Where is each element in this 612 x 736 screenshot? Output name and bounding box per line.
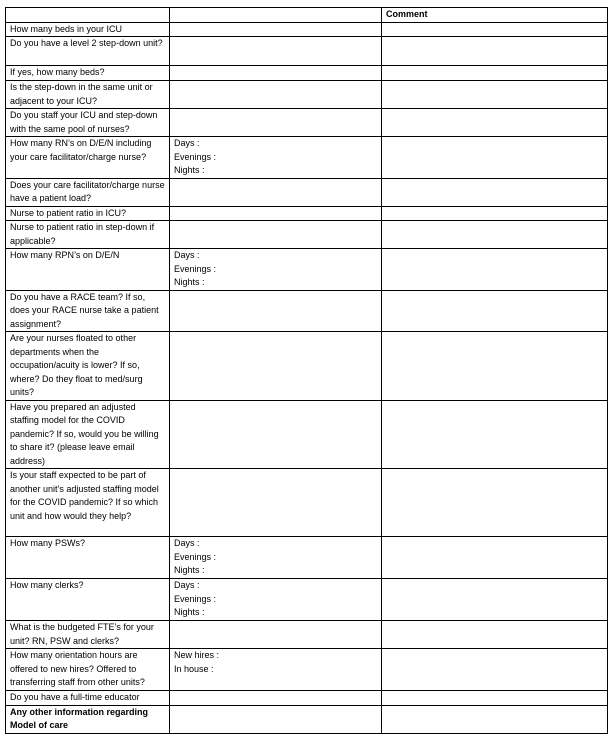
comment-cell[interactable] [382, 579, 608, 621]
comment-cell[interactable] [382, 37, 608, 66]
answer-cell[interactable] [170, 221, 382, 249]
table-row [6, 332, 608, 401]
question-cell: How many PSWs? [6, 537, 170, 579]
table-row [6, 221, 608, 249]
answer-cell[interactable] [170, 37, 382, 66]
table-row [6, 469, 608, 537]
answer-label: Nights : [174, 607, 205, 617]
comment-cell[interactable] [382, 81, 608, 109]
table-row [6, 649, 608, 691]
answer-label: Nights : [174, 165, 205, 175]
comment-cell[interactable] [382, 22, 608, 37]
answer-label: New hires : [174, 650, 220, 660]
answer-label: Nights : [174, 277, 205, 287]
comment-cell[interactable] [382, 621, 608, 649]
answer-cell[interactable] [170, 649, 382, 691]
question-cell: Nurse to patient ratio in step-down if applicable? [6, 221, 170, 249]
table-row [6, 206, 608, 221]
table-row [6, 705, 608, 733]
header-cell-question [6, 8, 170, 23]
table-row [6, 37, 608, 66]
question-cell: Do you have a full-time educator [6, 690, 170, 705]
comment-cell[interactable] [382, 178, 608, 206]
question-cell: Have you prepared an adjusted staffing model for the COVID pandemic? If so, would you be willing to share it? (please leave email address) [6, 400, 170, 469]
survey-table [5, 7, 608, 734]
question-cell: Do you staff your ICU and step-down with the same pool of nurses? [6, 109, 170, 137]
table-row [6, 81, 608, 109]
header-cell-answer [170, 8, 382, 23]
answer-label: Evenings : [174, 263, 217, 274]
answer-cell[interactable] [170, 249, 382, 291]
answer-label: Days : [174, 250, 200, 260]
table-row [6, 249, 608, 291]
question-cell: Do you have a level 2 step-down unit? [6, 37, 170, 66]
question-cell: How many clerks? [6, 579, 170, 621]
comment-cell[interactable] [382, 290, 608, 332]
answer-cell[interactable] [170, 537, 382, 579]
comment-cell[interactable] [382, 137, 608, 179]
question-cell: Nurse to patient ratio in ICU? [6, 206, 170, 221]
table-row [6, 66, 608, 81]
answer-label: Evenings : [174, 551, 217, 562]
table-row [6, 400, 608, 469]
comment-cell[interactable] [382, 332, 608, 401]
answer-cell[interactable] [170, 579, 382, 621]
answer-cell[interactable] [170, 690, 382, 705]
answer-cell[interactable] [170, 332, 382, 401]
header-row [6, 8, 608, 23]
table-row [6, 109, 608, 137]
question-cell: How many RN’s on D/E/N including your care facilitator/charge nurse? [6, 137, 170, 179]
answer-label: Days : [174, 538, 200, 548]
question-cell: If yes, how many beds? [6, 66, 170, 81]
question-cell: What is the budgeted FTE’s for your unit? RN, PSW and clerks? [6, 621, 170, 649]
question-cell: Is your staff expected to be part of another unit’s adjusted staffing model for the COVID pandemic? If so which unit and how would they help? [6, 469, 170, 537]
table-row [6, 690, 608, 705]
answer-cell[interactable] [170, 66, 382, 81]
header-cell-comment: Comment [382, 8, 608, 23]
question-cell: How many beds in your ICU [6, 22, 170, 37]
comment-cell[interactable] [382, 400, 608, 469]
answer-label: In house : [174, 663, 214, 674]
answer-cell[interactable] [170, 290, 382, 332]
comment-cell[interactable] [382, 206, 608, 221]
comment-cell[interactable] [382, 469, 608, 537]
answer-label: Nights : [174, 565, 205, 575]
answer-cell[interactable] [170, 137, 382, 179]
table-row [6, 537, 608, 579]
table-row [6, 290, 608, 332]
answer-cell[interactable] [170, 621, 382, 649]
table-row [6, 22, 608, 37]
comment-cell[interactable] [382, 649, 608, 691]
comment-cell[interactable] [382, 249, 608, 291]
question-cell: Does your care facilitator/charge nurse have a patient load? [6, 178, 170, 206]
comment-cell[interactable] [382, 690, 608, 705]
question-cell: Any other information regarding Model of care [6, 705, 170, 733]
comment-cell[interactable] [382, 109, 608, 137]
answer-cell[interactable] [170, 705, 382, 733]
answer-cell[interactable] [170, 81, 382, 109]
comment-cell[interactable] [382, 537, 608, 579]
question-cell: Are your nurses floated to other departments when the occupation/acuity is lower? If so, where? Do they float to med/surg units? [6, 332, 170, 401]
table-row [6, 621, 608, 649]
question-cell: How many orientation hours are offered to new hires? Offered to transferring staff from other units? [6, 649, 170, 691]
answer-cell[interactable] [170, 469, 382, 537]
comment-cell[interactable] [382, 705, 608, 733]
answer-cell[interactable] [170, 178, 382, 206]
question-cell: Do you have a RACE team? If so, does your RACE nurse take a patient assignment? [6, 290, 170, 332]
answer-label: Evenings : [174, 151, 217, 162]
answer-label: Days : [174, 580, 200, 590]
answer-label: Days : [174, 138, 200, 148]
comment-cell[interactable] [382, 221, 608, 249]
table-row [6, 178, 608, 206]
table-row [6, 137, 608, 179]
answer-cell[interactable] [170, 109, 382, 137]
answer-label: Evenings : [174, 593, 217, 604]
question-cell: Is the step-down in the same unit or adjacent to your ICU? [6, 81, 170, 109]
question-cell: How many RPN’s on D/E/N [6, 249, 170, 291]
comment-cell[interactable] [382, 66, 608, 81]
table-row [6, 579, 608, 621]
answer-cell[interactable] [170, 400, 382, 469]
answer-cell[interactable] [170, 22, 382, 37]
answer-cell[interactable] [170, 206, 382, 221]
